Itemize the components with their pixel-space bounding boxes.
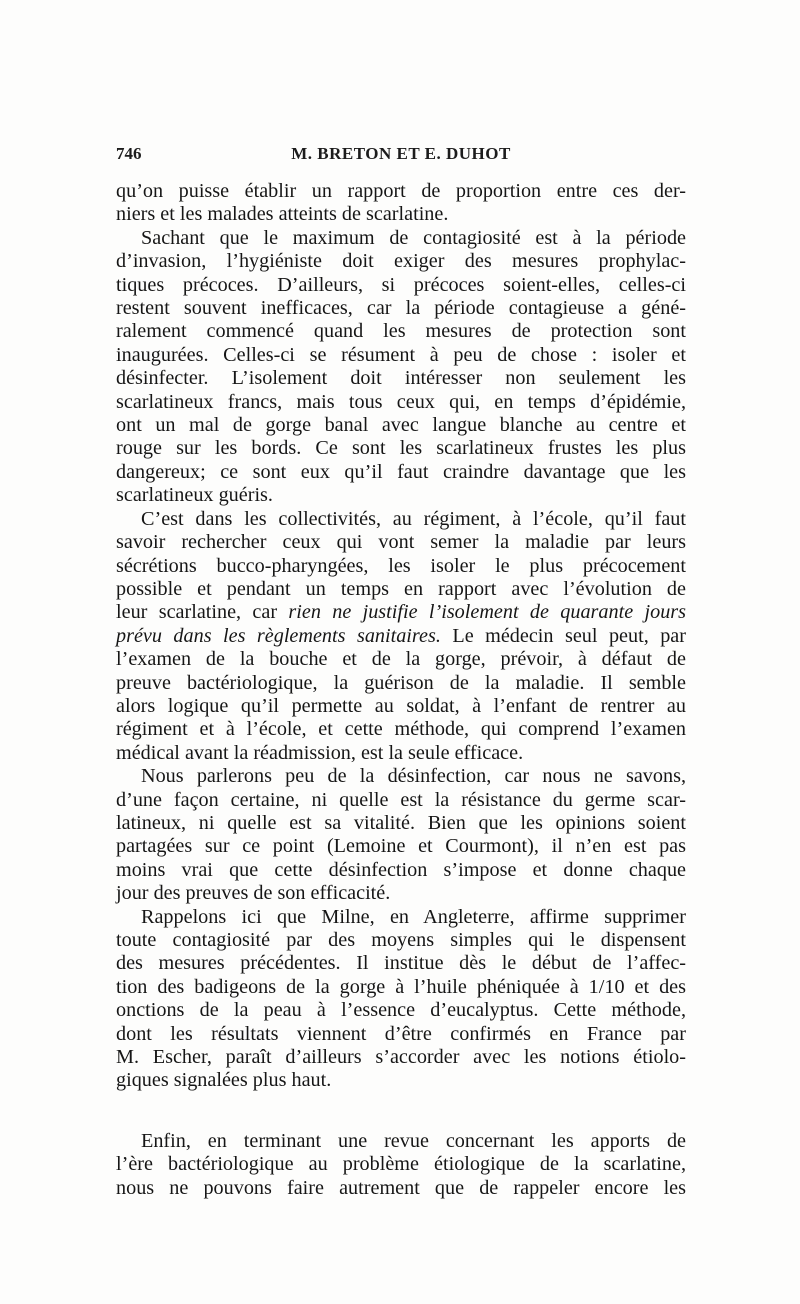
page-number: 746 (116, 144, 142, 163)
text-line: l’examen de la bouche et de la gorge, prévoir, à défaut de (116, 648, 686, 671)
text-line: niers et les malades atteints de scarlatine. (116, 203, 449, 226)
paragraph-4 (116, 765, 686, 905)
text-line: d’une façon certaine, ni quelle est la résistance du germe scar- (116, 788, 686, 811)
text-run: Le médecin seul peut, par (440, 624, 686, 647)
text-line: Sachant que le maximum de contagiosité est à la période (141, 226, 686, 249)
text-line: inaugurées. Celles-ci se résument à peu de chose : isoler et (116, 343, 686, 366)
text-line: onctions de la peau à l’essence d’eucalyptus. Cette méthode, (116, 999, 686, 1022)
paragraph-1 (116, 180, 686, 227)
text-line: ralement commencé quand les mesures de protection sont (116, 320, 686, 343)
paragraph-3 (116, 508, 686, 765)
text-line: sécrétions bucco-pharyngées, les isoler le plus précocement (116, 554, 686, 577)
text-line: l’ère bactériologique au problème étiologique de la scarlatine, (116, 1153, 686, 1176)
italic-text: rien ne justifie l’isolement de quarante jours (288, 601, 687, 624)
text-line: jour des preuves de son efficacité. (116, 882, 391, 905)
paragraph-2 (116, 227, 686, 508)
text-line: giques signalées plus haut. (116, 1069, 332, 1092)
text-line: moins vrai que cette désinfection s’impose et donne chaque (116, 858, 686, 881)
text-line: tiques précoces. D’ailleurs, si précoces soient-elles, celles-ci (116, 273, 686, 296)
paragraph-6 (116, 1130, 686, 1200)
text-line: rouge sur les bords. Ce sont les scarlatineux frustes les plus (116, 437, 686, 460)
text-line: partagées sur ce point (Lemoine et Courmont), il n’en est pas (116, 835, 686, 858)
text-line: Nous parlerons peu de la désinfection, car nous ne savons, (141, 765, 686, 788)
body-text (116, 180, 686, 1200)
text-line: M. Escher, paraît d’ailleurs s’accorder avec les notions étiolo- (116, 1046, 686, 1069)
text-line (116, 601, 686, 624)
text-line: dont les résultats viennent d’être confirmés en France par (116, 1022, 686, 1045)
text-line: régiment et à l’école, et cette méthode, qui comprend l’examen (116, 718, 686, 741)
text-line: scarlatineux francs, mais tous ceux qui, en temps d’épidémie, (116, 390, 686, 413)
text-line: médical avant la réadmission, est la seule efficace. (116, 741, 524, 764)
italic-text: prévu dans les règlements sanitaires. (116, 624, 441, 647)
text-line: alors logique qu’il permette au soldat, à l’enfant de rentrer au (116, 694, 686, 717)
text-line: dangereux; ce sont eux qu’il faut craindre davantage que les (116, 460, 686, 483)
text-line (116, 625, 686, 648)
text-line: scarlatineux guéris. (116, 484, 273, 507)
text-line: tion des badigeons de la gorge à l’huile phéniquée à 1/10 et des (116, 975, 686, 998)
text-line: nous ne pouvons faire autrement que de rappeler encore les (116, 1176, 686, 1199)
text-line: qu’on puisse établir un rapport de proportion entre ces der- (116, 180, 686, 202)
text-line: preuve bactériologique, la guérison de la maladie. Il semble (116, 671, 686, 694)
text-line: possible et pendant un temps en rapport avec l’évolution de (116, 577, 686, 600)
text-line: Enfin, en terminant une revue concernant les apports de (141, 1129, 686, 1152)
text-line: latineux, ni quelle est sa vitalité. Bien que les opinions soient (116, 811, 686, 834)
text-line: ont un mal de gorge banal avec langue blanche au centre et (116, 414, 686, 437)
page-header (116, 144, 686, 168)
running-title: M. BRETON ET E. DUHOT (291, 144, 511, 163)
text-line: désinfecter. L’isolement doit intéresser non seulement les (116, 367, 686, 390)
text-line: savoir rechercher ceux qui vont semer la maladie par leurs (116, 531, 686, 554)
text-line: des mesures précédentes. Il institue dès le début de l’affec- (116, 952, 686, 975)
text-line: d’invasion, l’hygiéniste doit exiger des mesures prophylac- (116, 250, 686, 273)
text-line: Rappelons ici que Milne, en Angleterre, affirme supprimer (141, 905, 686, 928)
text-line: toute contagiosité par des moyens simples qui le dispensent (116, 929, 686, 951)
text-line: restent souvent inefficaces, car la période contagieuse a géné- (116, 297, 686, 320)
paragraph-5 (116, 906, 686, 1093)
text-line: C’est dans les collectivités, au régiment, à l’école, qu’il faut (141, 507, 686, 530)
text-run: leur scarlatine, car (116, 601, 289, 624)
